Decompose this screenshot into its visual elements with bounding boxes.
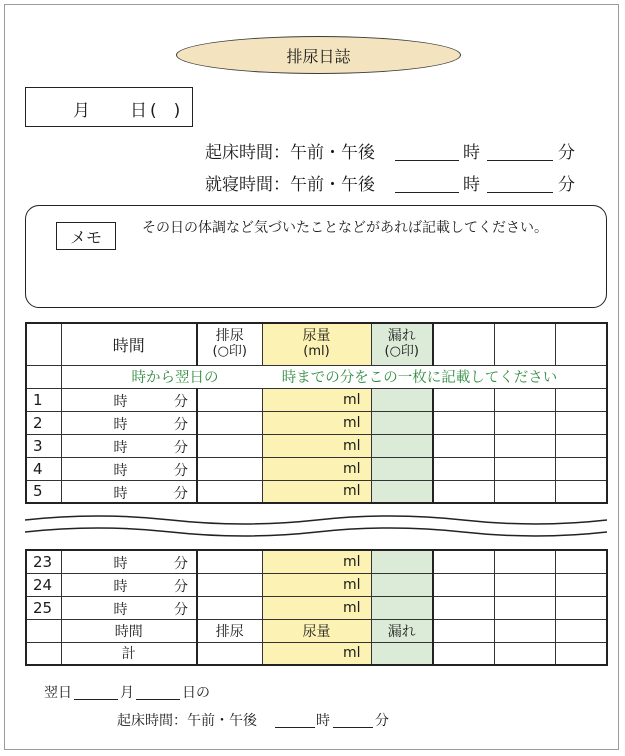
row-urination-cell[interactable] (197, 434, 262, 457)
sleep-minute-blank[interactable] (487, 192, 553, 193)
row-urination-cell[interactable] (197, 596, 262, 619)
row-extra-cell[interactable] (494, 411, 555, 434)
footer-day-label: 日の (182, 685, 210, 701)
header-blank-3 (555, 323, 607, 365)
footer-next-day (44, 682, 284, 702)
total-row (26, 642, 607, 665)
row-hour-label: 時 (113, 393, 128, 410)
row-extra-cell[interactable] (555, 411, 607, 434)
row-extra-cell[interactable] (494, 480, 555, 503)
row-hour-label: 時 (113, 485, 128, 502)
row-time-cell[interactable] (61, 434, 197, 457)
row-minute-label: 分 (174, 601, 188, 618)
total-volume-cell[interactable]: ml (262, 642, 371, 665)
footer-wake-hour: 時 (316, 713, 330, 729)
wake-minute-label: 分 (558, 143, 575, 163)
table-row (26, 434, 607, 457)
row-extra-cell[interactable] (433, 550, 494, 573)
row-number: 25 (26, 596, 61, 619)
table-row (26, 411, 607, 434)
row-urination-cell[interactable] (197, 388, 262, 411)
row-minute-label: 分 (174, 416, 188, 433)
row-time-cell[interactable] (61, 480, 197, 503)
summary-header-row (26, 619, 607, 642)
sleep-time-row (205, 170, 585, 196)
row-time-cell[interactable] (61, 573, 197, 596)
header-blank-1 (433, 323, 494, 365)
row-urination-cell[interactable] (197, 550, 262, 573)
row-leak-cell[interactable] (371, 434, 433, 457)
wake-time-label: 起床時間：午前・午後 (205, 143, 375, 163)
row-minute-label: 分 (174, 439, 188, 456)
row-leak-cell[interactable] (371, 411, 433, 434)
row-number: 23 (26, 550, 61, 573)
row-leak-cell[interactable] (371, 596, 433, 619)
row-extra-cell[interactable] (494, 434, 555, 457)
row-volume-cell[interactable]: ml (262, 550, 371, 573)
row-extra-cell[interactable] (433, 480, 494, 503)
row-leak-cell[interactable] (371, 550, 433, 573)
row-extra-cell[interactable] (433, 388, 494, 411)
page-title: 排尿日誌 (176, 36, 461, 74)
row-number: 2 (26, 411, 61, 434)
row-extra-cell[interactable] (494, 550, 555, 573)
memo-label: メモ (56, 222, 116, 250)
weekday-paren: ( ) (150, 101, 181, 121)
header-time: 時間 (61, 323, 197, 365)
row-time-cell[interactable] (61, 550, 197, 573)
row-number: 1 (26, 388, 61, 411)
header-volume: 尿量 (ml) (262, 323, 371, 365)
footer-wake-minute-blank[interactable] (333, 727, 373, 728)
summary-leak: 漏れ (371, 619, 433, 642)
memo-instruction: その日の体調など気づいたことなどがあれば記載してください。 (142, 220, 548, 236)
row-hour-label: 時 (113, 601, 128, 618)
footer-day-blank[interactable] (136, 699, 180, 700)
footer-next-day-label: 翌日 (44, 685, 72, 701)
total-label: 計 (61, 642, 197, 665)
instruction-row (26, 365, 607, 388)
row-hour-label: 時 (113, 578, 128, 595)
row-extra-cell[interactable] (555, 550, 607, 573)
row-minute-label: 分 (174, 393, 188, 410)
sleep-minute-label: 分 (558, 175, 575, 195)
row-extra-cell[interactable] (433, 411, 494, 434)
row-extra-cell[interactable] (555, 596, 607, 619)
row-urination-cell[interactable] (197, 573, 262, 596)
header-blank-2 (494, 323, 555, 365)
row-urination-cell[interactable] (197, 480, 262, 503)
log-table-top (25, 322, 608, 504)
table-header-row (26, 323, 607, 365)
row-time-cell[interactable] (61, 388, 197, 411)
row-extra-cell[interactable] (433, 573, 494, 596)
table-row (26, 388, 607, 411)
row-hour-label: 時 (113, 439, 128, 456)
row-urination-cell[interactable] (197, 411, 262, 434)
table-row (26, 573, 607, 596)
table-row (26, 596, 607, 619)
row-extra-cell[interactable] (433, 457, 494, 480)
row-number: 24 (26, 573, 61, 596)
row-urination-cell[interactable] (197, 457, 262, 480)
footer-wake-label: 起床時間：午前・午後 (117, 713, 257, 729)
row-volume-cell[interactable]: ml (262, 573, 371, 596)
sleep-time-label: 就寝時間：午前・午後 (205, 175, 375, 195)
row-leak-cell[interactable] (371, 480, 433, 503)
total-leak-cell[interactable] (371, 642, 433, 665)
row-minute-label: 分 (174, 578, 188, 595)
footer-wake-minute: 分 (375, 713, 389, 729)
month-label: 月 (73, 101, 90, 121)
row-minute-label: 分 (174, 556, 188, 572)
footer-month-blank[interactable] (74, 699, 118, 700)
row-number: 5 (26, 480, 61, 503)
sleep-hour-label: 時 (463, 175, 480, 195)
row-leak-cell[interactable] (371, 457, 433, 480)
row-time-cell[interactable] (61, 457, 197, 480)
instruction-end: 時までの分をこの一枚に記載してください (281, 370, 558, 386)
wake-minute-blank[interactable] (487, 160, 553, 161)
row-hour-label: 時 (113, 416, 128, 433)
row-number: 3 (26, 434, 61, 457)
row-minute-label: 分 (174, 485, 188, 502)
wake-hour-label: 時 (463, 143, 480, 163)
row-extra-cell[interactable] (555, 434, 607, 457)
row-time-cell[interactable] (61, 411, 197, 434)
row-number: 4 (26, 457, 61, 480)
section-break-wave (25, 512, 607, 542)
row-volume-cell[interactable]: ml (262, 388, 371, 411)
footer-wake-row (117, 710, 417, 730)
footer-month-label: 月 (120, 685, 134, 701)
row-extra-cell[interactable] (555, 457, 607, 480)
wake-time-row (205, 138, 585, 164)
header-urination: 排尿 (○印) (197, 323, 262, 365)
total-urination-cell[interactable] (197, 642, 262, 665)
instruction-start: 時から翌日の (131, 370, 219, 386)
row-leak-cell[interactable] (371, 573, 433, 596)
table-row (26, 550, 607, 573)
row-volume-cell[interactable]: ml (262, 480, 371, 503)
row-extra-cell[interactable] (433, 596, 494, 619)
row-volume-cell[interactable]: ml (262, 596, 371, 619)
summary-volume: 尿量 (262, 619, 371, 642)
footer-wake-hour-blank[interactable] (275, 727, 315, 728)
row-extra-cell[interactable] (433, 434, 494, 457)
row-extra-cell[interactable] (494, 596, 555, 619)
log-table-bottom (25, 549, 608, 666)
row-minute-label: 分 (174, 462, 188, 479)
row-time-cell[interactable] (61, 596, 197, 619)
row-volume-cell[interactable]: ml (262, 457, 371, 480)
row-hour-label: 時 (113, 462, 128, 479)
row-volume-cell[interactable]: ml (262, 434, 371, 457)
sleep-hour-blank[interactable] (395, 192, 459, 193)
day-label: 日 (130, 101, 147, 121)
summary-time: 時間 (61, 619, 197, 642)
date-field[interactable] (25, 87, 193, 127)
row-extra-cell[interactable] (494, 388, 555, 411)
table-row (26, 480, 607, 503)
row-hour-label: 時 (113, 556, 128, 572)
row-extra-cell[interactable] (494, 573, 555, 596)
row-extra-cell[interactable] (555, 573, 607, 596)
row-extra-cell[interactable] (555, 388, 607, 411)
table-row (26, 457, 607, 480)
row-extra-cell[interactable] (494, 457, 555, 480)
row-volume-cell[interactable]: ml (262, 411, 371, 434)
row-extra-cell[interactable] (555, 480, 607, 503)
row-leak-cell[interactable] (371, 388, 433, 411)
summary-urination: 排尿 (197, 619, 262, 642)
header-leak: 漏れ (○印) (371, 323, 433, 365)
wake-hour-blank[interactable] (395, 160, 459, 161)
